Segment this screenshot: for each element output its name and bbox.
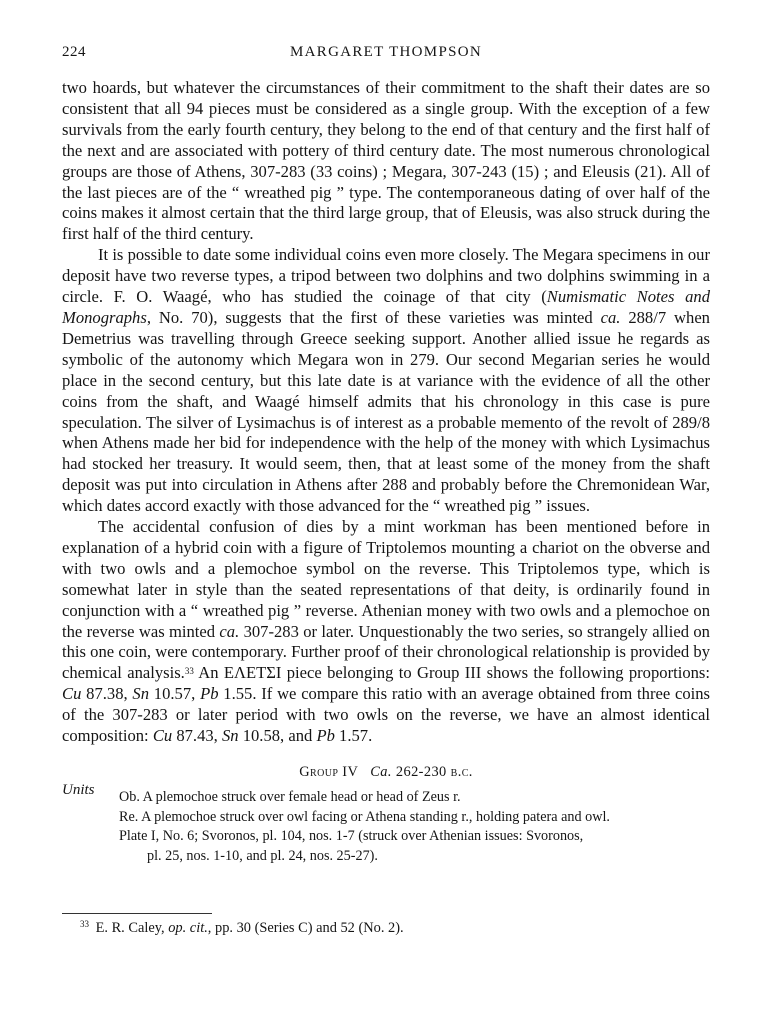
circa-abbrev: Ca. (370, 764, 392, 780)
text-run: 1.55. If we compare this ratio with an average obtained from three coins of the 307-283 or later period with two owls on the reverse, we have an almost identical composition: (62, 684, 711, 746)
footnote-divider (62, 913, 212, 914)
paragraph-1: two hoards, but whatever the circumstances of their commitment to the shaft their dates are so consistent that all 94 pieces must be considered as a single group. With the exception of a few survivals from the early fourth century, they belong to the end of that century and the first half of the next and are associated with pottery of third century date. The most numerous chronological groups are those of Athens, 307-283 (33 coins) ; Megara, 307-243 (15) ; and Eleusis (21). All of the last pieces are of the “ wreathed pig ” type. The contemporaneous dating of over half of the coins makes it almost certain that the third large group, that of Eleusis, was also struck during the first half of the third century. (62, 78, 710, 244)
text-run: The accidental confusion of dies by a mint workman has been mentioned before in explanation of a hybrid coin with a figure of Triptolemos mounting a chariot on the obverse and with two owls and a plemochoe symbol on the reverse. This Triptolemos type, which is somewhat later in style than the seated representations of that deity, is ordinarily found in conjunction with a “ wreathed pig ” reverse. Athenian money with two owls and a plemochoe on the reverse was minted (62, 517, 710, 641)
text-run: 10.57, (149, 684, 201, 704)
circa-abbrev: ca. (219, 621, 240, 641)
monograph-title: Numismatic Notes and Monographs (62, 287, 710, 327)
element-symbol: Pb (200, 684, 219, 704)
circa-abbrev: ca. (600, 307, 621, 327)
body-text (62, 78, 710, 747)
paragraph-3 (62, 517, 710, 747)
text-run: 1.57. (334, 726, 373, 746)
element-symbol: Sn (132, 684, 150, 704)
text-run: , No. 70), suggests that the first of these varieties was minted (146, 307, 601, 327)
element-symbol: Pb (316, 726, 335, 746)
page (62, 40, 711, 864)
text-run: 87.38, (81, 684, 133, 704)
text-run: An ΕΛΕΤΣΙ piece belonging to Group III shows the following proportions: (193, 663, 710, 683)
footnote-opcit: op. cit. (168, 920, 208, 936)
plate-reference: Plate I, No. 6; Svoronos, pl. 104, nos. 1-7 (struck over Athenian issues: Svoronos, (119, 828, 584, 845)
text-run: It is possible to date some individual coins even more closely. The Megara specimens in our deposit have two reverse types, a tripod between two dolphins and two dolphins swimming in a circle. F. O. Waagé, who has studied the coinage of that city ( (62, 245, 710, 307)
era-label: b.c. (450, 764, 473, 780)
footnote-author: E. R. Caley, (92, 920, 169, 936)
units-label: Units (62, 782, 95, 798)
catalogue-entries (119, 788, 719, 866)
text-run: 10.58, and (238, 726, 317, 746)
text-run: 288/7 when Demetrius was travelling through Greece seeking support. Another allied issue he regards as symbolic of the autonomy which Megara won in 279. Our second Megarian series he would place in the second century, but this late date is at variance with the evidence of all the other coins from the shaft, and Waagé himself admits that his chronology in this case is pure speculation. The silver of Lysimachus is of interest as a probable memento of the revolt of 289/8 when Athens made her bid for independence with the help of the money with which Lysimachus had stocked her treasury. It would seem, then, that at least some of the money from the shaft deposit was put into circulation in Athens after 288 and probably before the Chremonidean War, which dates accord exactly with those advanced for the “ wreathed pig ” issues. (62, 307, 710, 516)
running-title: MARGARET THOMPSON (290, 44, 482, 60)
paragraph-2 (62, 245, 710, 517)
plate-reference-continued: pl. 25, nos. 1-10, and pl. 24, nos. 25-27). (147, 847, 378, 864)
footnote-reference: 33 (184, 666, 194, 677)
element-symbol: Sn (221, 726, 239, 746)
element-symbol: Cu (152, 726, 173, 746)
page-number: 224 (62, 44, 86, 60)
catalogue-group (62, 763, 710, 864)
obverse-description: Ob. A plemochoe struck over female head or head of Zeus r. (119, 789, 461, 805)
footnote-number: 33 (80, 919, 89, 929)
group-label: Group IV (299, 764, 359, 780)
footnote (80, 920, 404, 937)
date-range: 262-230 (391, 764, 451, 780)
footnote-text: , pp. 30 (Series C) and 52 (No. 2). (207, 920, 404, 936)
element-symbol: Cu (62, 684, 82, 704)
reverse-description: Re. A plemochoe struck over owl facing or Athena standing r., holding patera and owl. (119, 808, 610, 825)
text-run: 307-283 or later. Unquestionably the two series, so strangely allied on this one coin, were contemporary. Further proof of their chronological relationship is provided by chemical analysis. (62, 621, 710, 683)
running-head (62, 40, 710, 66)
text-run: 87.43, (172, 726, 222, 746)
group-heading (62, 763, 710, 783)
